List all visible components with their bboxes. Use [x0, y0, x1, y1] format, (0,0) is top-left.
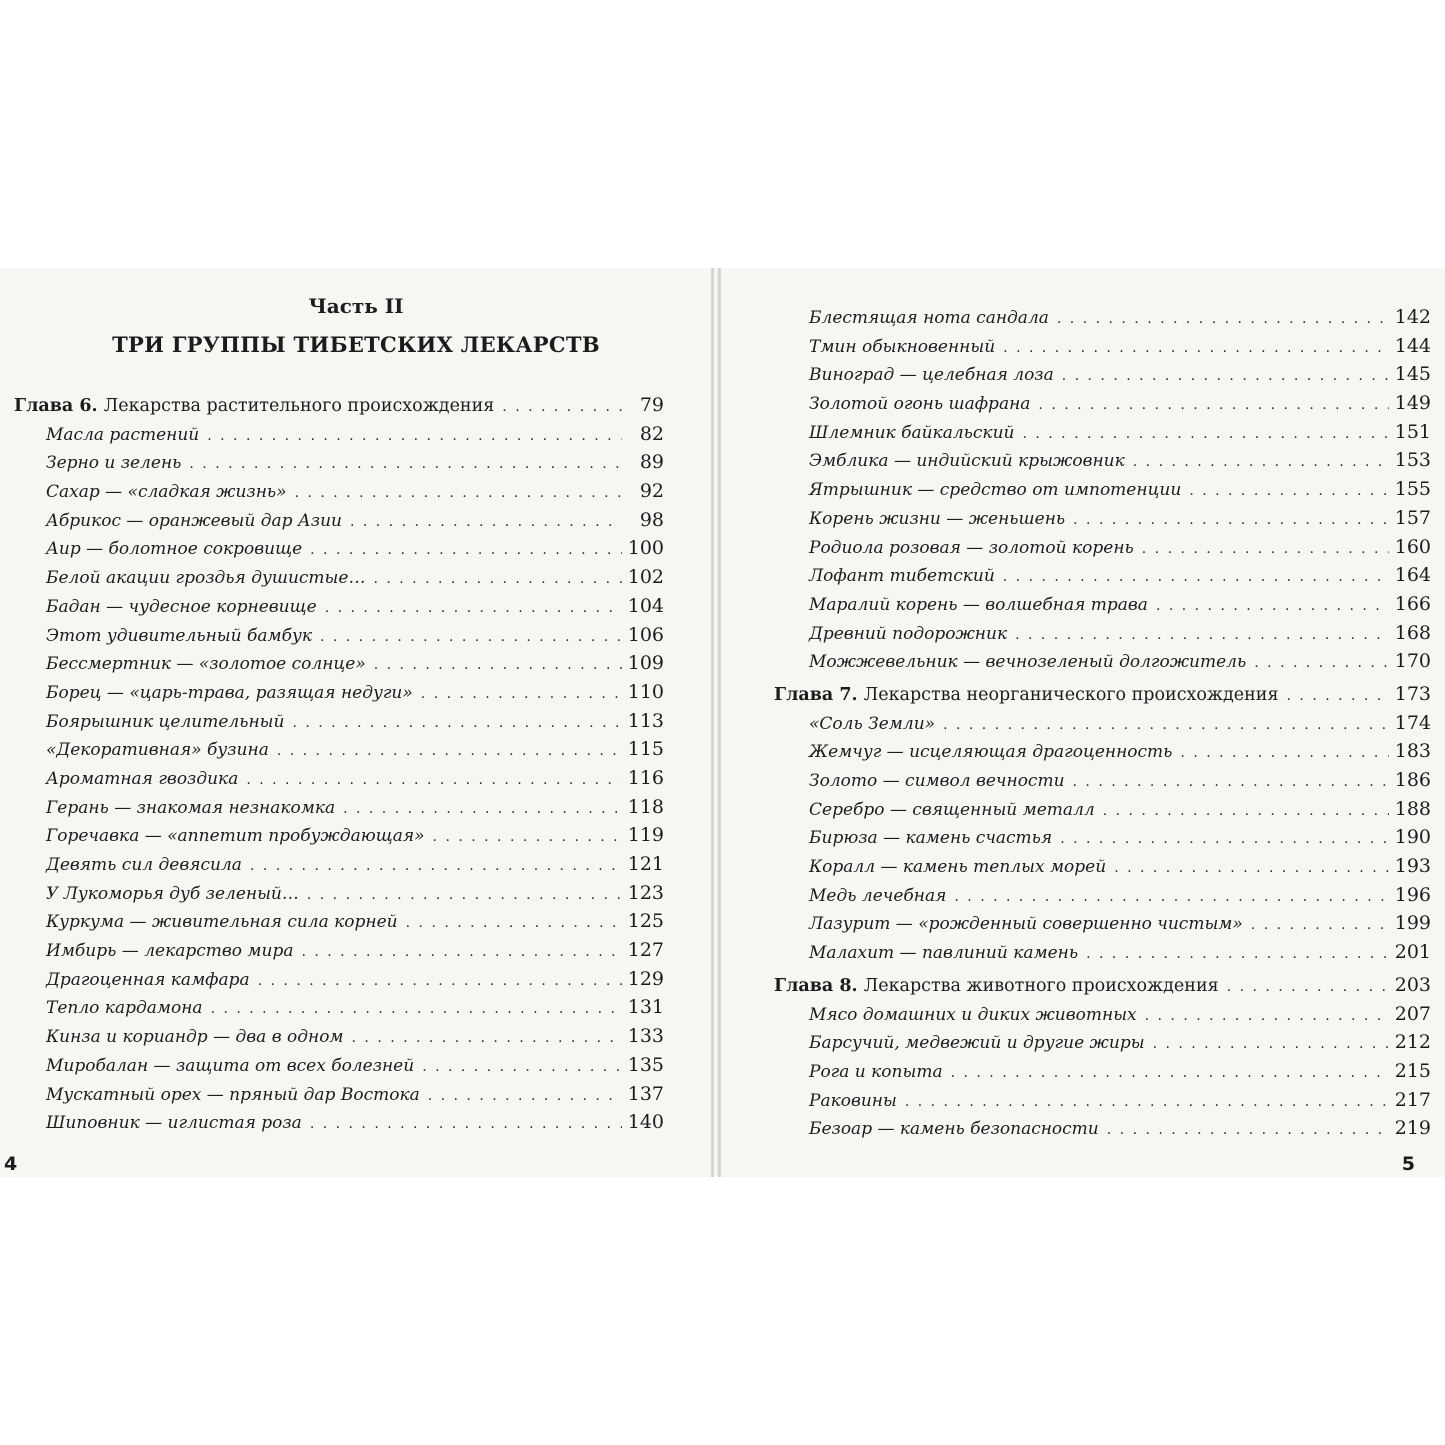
toc-entry-title: Бадан — чудесное корневище: [46, 596, 317, 617]
dot-leader: [1287, 682, 1389, 711]
toc-page-number: 170: [1394, 650, 1431, 673]
toc-entry-row: [774, 852, 1431, 881]
toc-entry-title: Герань — знакомая незнакомка: [46, 797, 336, 818]
toc-entry-title: Боярышник целительный: [46, 711, 285, 732]
dot-leader: [189, 450, 622, 479]
toc-entry-title: Масла растений: [46, 424, 200, 445]
toc-entry-row: [774, 709, 1431, 738]
toc-list-left: [14, 387, 664, 1137]
dot-leader: [1022, 420, 1389, 449]
toc-entry-title: Тмин обыкновенный: [809, 336, 996, 357]
toc-entry-title: Малахит — павлиний камень: [809, 943, 1079, 964]
toc-entry-row: [14, 907, 664, 936]
toc-page-number: 173: [1394, 682, 1431, 705]
toc-entry-title: Серебро — священный металл: [809, 799, 1095, 820]
dot-leader: [211, 995, 622, 1024]
toc-entry-title: Лазурит — «рожденный совершенно чистым»: [809, 914, 1243, 935]
toc-entry-row: [14, 563, 664, 592]
toc-page-number: 125: [627, 910, 664, 933]
dot-leader: [1189, 477, 1389, 506]
toc-entry-title: Аир — болотное сокровище: [46, 539, 303, 560]
dot-leader: [374, 651, 622, 680]
dot-leader: [1145, 1002, 1389, 1031]
dot-leader: [1073, 768, 1389, 797]
dot-leader: [1227, 973, 1389, 1002]
toc-entry-title: Миробалан — защита от всех болезней: [46, 1055, 415, 1076]
dot-leader: [352, 1024, 622, 1053]
toc-chapter-row: [774, 680, 1431, 709]
dot-leader: [350, 508, 622, 537]
toc-entry-title: Лофант тибетский: [809, 566, 995, 587]
dot-leader: [301, 938, 622, 967]
toc-entry-row: [14, 448, 664, 477]
toc-page-number: 131: [627, 996, 664, 1019]
dot-leader: [1073, 506, 1389, 535]
toc-entry-row: [14, 707, 664, 736]
toc-page-number: 129: [627, 967, 664, 990]
chapter-title: Лекарства растительного происхождения: [103, 396, 495, 416]
toc-page-number: 157: [1394, 506, 1431, 529]
toc-entry-row: [774, 590, 1431, 619]
toc-entry-row: [774, 647, 1431, 676]
toc-page-number: 219: [1394, 1117, 1431, 1140]
part-number: Часть II: [308, 294, 404, 318]
toc-entry-title: Родиола розовая — золотой корень: [809, 537, 1134, 558]
toc-page-number: 155: [1394, 478, 1431, 501]
toc-entry-title: [774, 972, 1219, 1001]
toc-entry-title: Безоар — камень безопасности: [809, 1119, 1099, 1140]
toc-page-number: 151: [1394, 420, 1431, 443]
dot-leader: [1086, 940, 1389, 969]
toc-entry-row: [14, 993, 664, 1022]
toc-entry-title: Сахар — «сладкая жизнь»: [46, 482, 287, 503]
dot-leader: [954, 883, 1389, 912]
toc-entry-title: «Декоративная» бузина: [46, 740, 269, 761]
chapter-title: Лекарства неорганического происхождения: [863, 684, 1279, 705]
chapter-label: Глава 7.: [774, 684, 858, 705]
toc-page-number: 145: [1394, 363, 1431, 386]
dot-leader: [502, 393, 622, 422]
toc-entry-title: Зерно и зелень: [46, 453, 182, 474]
toc-page-number: 168: [1394, 621, 1431, 644]
dot-leader: [277, 737, 622, 766]
toc-page-number: 118: [627, 795, 664, 818]
toc-entry-title: Кинза и кориандр — два в одном: [46, 1027, 344, 1048]
dot-leader: [951, 1059, 1389, 1088]
book-gutter: [712, 268, 720, 1177]
chapter-label: Глава 8.: [774, 975, 858, 996]
dot-leader: [1251, 911, 1389, 940]
toc-entry-title: Золотой огонь шафрана: [809, 394, 1031, 415]
toc-entry-row: [774, 795, 1431, 824]
toc-entry-row: [774, 332, 1431, 361]
toc-entry-title: Ароматная гвоздика: [46, 768, 239, 789]
toc-page-number: 142: [1394, 306, 1431, 328]
toc-page-number: 116: [627, 766, 664, 789]
toc-entry-row: [774, 533, 1431, 562]
dot-leader: [421, 680, 622, 709]
toc-entry-row: [14, 506, 664, 535]
toc-entry-row: [14, 1051, 664, 1080]
toc-entry-title: Жемчуг — исцеляющая драгоценность: [809, 742, 1173, 763]
toc-entry-row: [14, 735, 664, 764]
toc-entry-title: Мускатный орех — пряный дар Востока: [46, 1084, 420, 1105]
toc-page-number: 104: [627, 594, 664, 617]
toc-page-number: 212: [1394, 1031, 1431, 1054]
toc-entry-row: [14, 649, 664, 678]
toc-page-number: 113: [627, 709, 664, 732]
toc-entry-title: Борец — «царь-трава, разящая недуги»: [46, 682, 413, 703]
dot-leader: [1057, 305, 1389, 334]
dot-leader: [207, 422, 622, 451]
toc-entry-row: [14, 621, 664, 650]
toc-entry-title: Древний подорожник: [809, 623, 1008, 644]
dot-leader: [250, 852, 622, 881]
toc-entry-row: [774, 446, 1431, 475]
toc-page-number: 188: [1394, 797, 1431, 820]
toc-page-number: 183: [1394, 740, 1431, 763]
toc-page-number: 217: [1394, 1088, 1431, 1111]
dot-leader: [307, 881, 622, 910]
toc-entry-title: «Соль Земли»: [809, 713, 936, 734]
toc-page-number: 119: [627, 824, 664, 847]
toc-chapter-row: [774, 971, 1431, 1000]
toc-page-number: 79: [639, 394, 664, 416]
toc-page-number: 190: [1394, 826, 1431, 849]
toc-page-number: 102: [627, 566, 664, 589]
toc-entry-row: [774, 475, 1431, 504]
dot-leader: [246, 766, 622, 795]
toc-entry-title: Можжевельник — вечнозеленый долгожитель: [809, 652, 1247, 673]
toc-entry-title: Золото — символ вечности: [809, 771, 1065, 791]
right-page: [720, 268, 1445, 1177]
toc-entry-row: [774, 1057, 1431, 1086]
toc-page-number: 164: [1394, 564, 1431, 587]
toc-page-number: 160: [1394, 535, 1431, 558]
toc-entry-title: Коралл — камень теплых морей: [809, 857, 1107, 878]
toc-entry-title: Виноград — целебная лоза: [809, 365, 1054, 386]
toc-entry-row: [774, 766, 1431, 795]
page-number-left: 4: [4, 1153, 18, 1175]
toc-page-number: 193: [1394, 855, 1431, 878]
toc-entry-row: [774, 1086, 1431, 1115]
toc-page-number: 149: [1394, 392, 1431, 415]
chapter-title: Лекарства животного происхождения: [863, 975, 1219, 996]
dot-leader: [1142, 535, 1389, 564]
toc-entry-title: Эмблика — индийский крыжовник: [809, 451, 1125, 472]
toc-entry-row: [14, 420, 664, 449]
toc-entry-row: [14, 764, 664, 793]
toc-entry-row: [14, 1022, 664, 1051]
toc-entry-title: Маралий корень — волшебная трава: [809, 594, 1148, 615]
toc-entry-row: [14, 534, 664, 563]
toc-page-number: 215: [1394, 1059, 1431, 1082]
toc-entry-row: [14, 821, 664, 850]
toc-entry-row: [774, 881, 1431, 910]
dot-leader: [1107, 1116, 1389, 1145]
dot-leader: [1133, 448, 1389, 477]
toc-page-number: 123: [627, 881, 664, 904]
dot-leader: [433, 823, 622, 852]
dot-leader: [320, 623, 622, 652]
dot-leader: [1114, 854, 1389, 883]
dot-leader: [310, 1110, 622, 1139]
toc-page-number: 135: [627, 1053, 664, 1076]
toc-page-number: 166: [1394, 592, 1431, 615]
toc-entry-title: Шиповник — иглистая роза: [46, 1113, 302, 1134]
dot-leader: [292, 709, 622, 738]
toc-entry-title: Драгоценная камфара: [46, 969, 250, 990]
toc-entry-title: Девять сил девясила: [46, 855, 242, 875]
toc-page-number: 100: [627, 537, 664, 560]
toc-entry-title: Раковины: [809, 1090, 897, 1111]
toc-page-number: 153: [1394, 449, 1431, 472]
toc-entry-row: [774, 1000, 1431, 1029]
dot-leader: [325, 594, 622, 623]
dot-leader: [1038, 391, 1389, 420]
toc-entry-row: [774, 389, 1431, 418]
toc-entry-title: Бессмертник — «золотое солнце»: [46, 654, 366, 675]
toc-entry-row: [14, 936, 664, 965]
dot-leader: [1062, 362, 1389, 391]
toc-entry-title: Бирюза — камень счастья: [809, 828, 1053, 849]
toc-entry-row: [774, 1114, 1431, 1143]
toc-page-number: 196: [1394, 883, 1431, 906]
toc-page-number: 106: [627, 623, 664, 646]
toc-page-number: 201: [1394, 941, 1431, 964]
toc-page-number: 207: [1394, 1002, 1431, 1025]
dot-leader: [406, 909, 622, 938]
toc-entry-title: Блестящая нота сандала: [809, 308, 1049, 328]
dot-leader: [1015, 621, 1389, 650]
toc-page-number: 199: [1394, 912, 1431, 935]
dot-leader: [1060, 825, 1389, 854]
toc-entry-row: [774, 360, 1431, 389]
dot-leader: [422, 1053, 622, 1082]
toc-entry-title: Белой акации гроздья душистые…: [46, 568, 366, 589]
toc-entry-title: Барсучий, медвежий и другие жиры: [809, 1033, 1145, 1054]
toc-page-number: 121: [627, 853, 664, 875]
toc-entry-title: [774, 681, 1279, 710]
toc-entry-row: [774, 1028, 1431, 1057]
toc-entry-row: [774, 823, 1431, 852]
dot-leader: [258, 967, 622, 996]
dot-leader: [1254, 649, 1389, 678]
toc-entry-row: [774, 303, 1431, 332]
toc-page-number: 140: [627, 1111, 664, 1134]
toc-entry-title: Шлемник байкальский: [809, 422, 1015, 443]
toc-page-number: 127: [627, 939, 664, 962]
toc-entry-row: [774, 504, 1431, 533]
toc-page-number: 174: [1394, 711, 1431, 734]
toc-entry-title: Ятрышник — средство от импотенции: [809, 480, 1182, 501]
dot-leader: [428, 1082, 622, 1111]
toc-entry-row: [14, 1108, 664, 1137]
toc-entry-row: [774, 418, 1431, 447]
left-page: [0, 268, 712, 1177]
part-title: ТРИ ГРУППЫ ТИБЕТСКИХ ЛЕКАРСТВ: [112, 332, 600, 357]
toc-page-number: 137: [627, 1082, 664, 1105]
toc-entry-title: Имбирь — лекарство мира: [46, 941, 294, 962]
dot-leader: [1003, 334, 1389, 363]
toc-entry-title: Куркума — живительная сила корней: [46, 912, 398, 933]
toc-page-number: 203: [1394, 973, 1431, 996]
toc-entry-row: [774, 619, 1431, 648]
toc-entry-row: [14, 1080, 664, 1109]
toc-page-number: 133: [627, 1025, 664, 1048]
toc-page-number: 109: [627, 652, 664, 675]
toc-entry-row: [774, 909, 1431, 938]
toc-page-number: 89: [639, 451, 664, 474]
toc-entry-title: [14, 392, 494, 421]
toc-page-number: 98: [639, 508, 664, 531]
dot-leader: [905, 1088, 1389, 1117]
toc-entry-row: [774, 737, 1431, 766]
toc-entry-row: [774, 938, 1431, 967]
toc-page-number: 144: [1394, 334, 1431, 357]
toc-list-right: [774, 303, 1431, 1143]
toc-entry-row: [14, 592, 664, 621]
toc-entry-title: Медь лечебная: [809, 885, 947, 906]
toc-entry-row: [14, 477, 664, 506]
dot-leader: [943, 711, 1389, 740]
toc-page-number: 82: [639, 422, 664, 445]
toc-entry-row: [14, 678, 664, 707]
toc-page-number: 186: [1394, 769, 1431, 791]
toc-page-number: 92: [639, 480, 664, 503]
toc-entry-row: [14, 965, 664, 994]
toc-entry-row: [14, 879, 664, 908]
toc-entry-row: [14, 850, 664, 879]
dot-leader: [1003, 563, 1389, 592]
dot-leader: [295, 479, 622, 508]
toc-entry-row: [774, 561, 1431, 590]
dot-leader: [1156, 592, 1389, 621]
toc-entry-title: Корень жизни — женьшень: [809, 508, 1066, 529]
page-number-right: 5: [1401, 1153, 1415, 1175]
dot-leader: [373, 565, 622, 594]
dot-leader: [1103, 797, 1389, 826]
toc-entry-title: Этот удивительный бамбук: [46, 625, 312, 646]
toc-entry-title: Абрикос — оранжевый дар Азии: [46, 510, 342, 531]
toc-entry-row: [14, 793, 664, 822]
chapter-label: Глава 6.: [14, 396, 98, 416]
toc-entry-title: Тепло кардамона: [46, 998, 203, 1019]
toc-entry-title: Рога и копыта: [809, 1061, 943, 1082]
toc-entry-title: Горечавка — «аппетит пробуждающая»: [46, 826, 425, 847]
dot-leader: [343, 795, 622, 824]
dot-leader: [310, 536, 622, 565]
toc-entry-title: Мясо домашних и диких животных: [809, 1004, 1137, 1025]
dot-leader: [1180, 739, 1389, 768]
toc-chapter-row: [14, 391, 664, 420]
toc-page-number: 110: [627, 680, 664, 703]
toc-page-number: 115: [627, 738, 664, 761]
toc-entry-title: У Лукоморья дуб зеленый…: [46, 883, 299, 904]
dot-leader: [1153, 1030, 1389, 1059]
